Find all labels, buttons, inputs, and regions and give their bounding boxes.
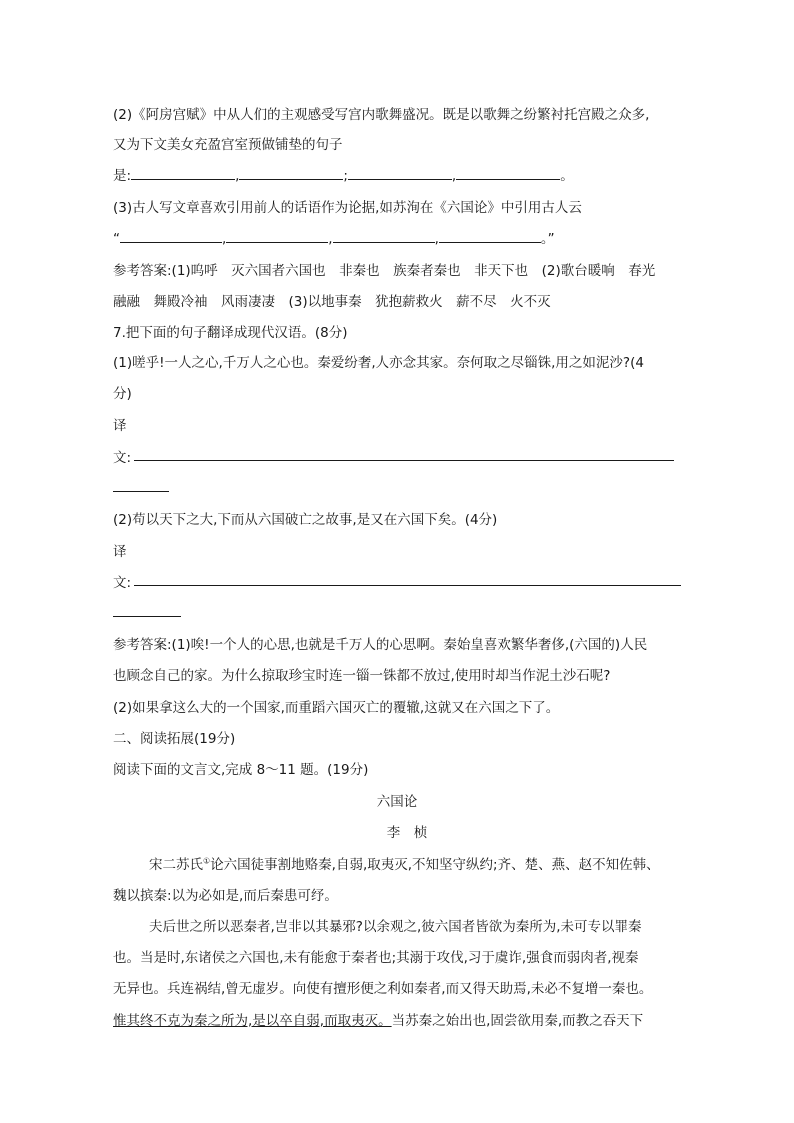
q7-s1-yi: 译: [113, 418, 127, 434]
q2-blank-4[interactable]: [456, 165, 560, 180]
q7-s2-answer-rule-2[interactable]: [113, 616, 181, 617]
q3-sep3: ,: [434, 231, 439, 247]
q7-s2-answer-rule[interactable]: [134, 585, 681, 586]
passage-p2-line4: [113, 1009, 643, 1029]
q2-line1: (2)《阿房宫赋》中从人们的主观感受写宫内歌舞盛况。既是以歌舞之纷繁衬托宫殿之众多,: [113, 107, 650, 123]
q2-end: 。: [560, 168, 574, 184]
answer2-line1: 参考答案:(1)唉!一个人的心思,也就是千万人的心思啊。秦始皇喜欢繁华奢侈,(六国的)人民: [113, 637, 648, 653]
q2-sep2: ;: [343, 168, 348, 184]
passage-p2-line4-rest: 当苏秦之始出也,固尝欲用秦,而教之吞天下: [391, 1013, 644, 1029]
q3-sep2: ,: [328, 231, 333, 247]
q3-line1: (3)古人写文章喜欢引用前人的话语作为论据,如苏洵在《六国论》中引用古人云: [113, 200, 582, 216]
footnote-marker: ①: [203, 856, 211, 866]
q2-blank-2[interactable]: [239, 165, 343, 180]
passage-p2-line2: 也。当是时,东诸侯之六国也,未有能愈于秦者也;其溺于攻伐,习于虞诈,强食而弱肉者,视秦: [113, 950, 639, 966]
q7-s2-line1: (2)苟以天下之大,下而从六国破亡之故事,是又在六国下矣。(4分): [113, 512, 498, 528]
answer2-line3: (2)如果拿这么大的一个国家,而重蹈六国灭亡的覆辙,这就又在六国之下了。: [113, 700, 560, 716]
q3-end: 。”: [540, 231, 555, 247]
q3-sep1: ,: [222, 231, 227, 247]
passage-p1-start: 宋二苏氏: [149, 857, 203, 873]
q7-s1-answer-rule[interactable]: [134, 460, 674, 461]
section2-instruction: 阅读下面的文言文,完成 8～11 题。(19分): [113, 762, 369, 778]
q3-blank-1[interactable]: [120, 228, 222, 243]
essay-author: 李 桢: [386, 825, 428, 841]
essay-title: 六国论: [376, 794, 418, 810]
answer1-line1: 参考答案:(1)呜呼 灭六国者六国也 非秦也 族秦者秦也 非天下也 (2)歌台暖响 春光: [113, 263, 656, 279]
q3-blank-3[interactable]: [333, 228, 435, 243]
q2-answer-line: [113, 164, 574, 184]
q2-sep3: ,: [451, 168, 457, 184]
q7-s1-line2: 分): [113, 386, 132, 402]
passage-p2-line3: 无异也。兵连祸结,曾无虚岁。向使有擅形便之利如秦者,而又得天助焉,未必不复增一秦也。: [113, 981, 653, 997]
q2-line2: 又为下文美女充盈宫室预做铺垫的句子: [113, 137, 343, 153]
q2-blank-3[interactable]: [348, 165, 452, 180]
q3-blank-4[interactable]: [439, 228, 541, 243]
q3-open-quote: “: [113, 231, 120, 247]
q7-s1-line1: (1)嗟乎!一人之心,千万人之心也。秦爱纷奢,人亦念其家。奈何取之尽锱铢,用之如泥沙?(4: [113, 355, 644, 371]
q2-prefix: 是:: [113, 168, 132, 184]
q2-sep1: ,: [235, 168, 240, 184]
passage-p1-line1: [149, 853, 660, 873]
passage-p1-line2: 魏以摈秦:以为必如是,而后秦患可纾。: [113, 888, 338, 904]
section2-heading: 二、阅读拓展(19分): [113, 731, 236, 747]
passage-p2-line1: 夫后世之所以恶秦者,岂非以其暴邪?以余观之,彼六国者皆欲为秦所为,未可专以罪秦: [149, 919, 642, 935]
q7-s2-wen: 文:: [113, 575, 132, 591]
passage-underlined-sentence: 惟其终不克为秦之所为,是以卒自弱,而取夷灭。: [113, 1013, 392, 1029]
passage-p1-cont: 论六国徒事割地赂秦,自弱,取夷灭,不知坚守纵约;齐、楚、燕、赵不知佐韩、: [210, 857, 660, 873]
answer1-line2: 融融 舞殿冷袖 风雨凄凄 (3)以地事秦 犹抱薪救火 薪不尽 火不灭: [113, 294, 551, 310]
answer2-line2: 也顾念自己的家。为什么掠取珍宝时连一锱一铢都不放过,使用时却当作泥土沙石呢?: [113, 668, 611, 684]
q7-s2-yi: 译: [113, 544, 127, 560]
q7-s1-wen: 文:: [113, 450, 132, 466]
q3-answer-line: [113, 227, 555, 247]
q7-title: 7.把下面的句子翻译成现代汉语。(8分): [113, 325, 348, 341]
q7-s1-answer-rule-2[interactable]: [113, 491, 169, 492]
q2-blank-1[interactable]: [131, 165, 235, 180]
q3-blank-2[interactable]: [226, 228, 328, 243]
